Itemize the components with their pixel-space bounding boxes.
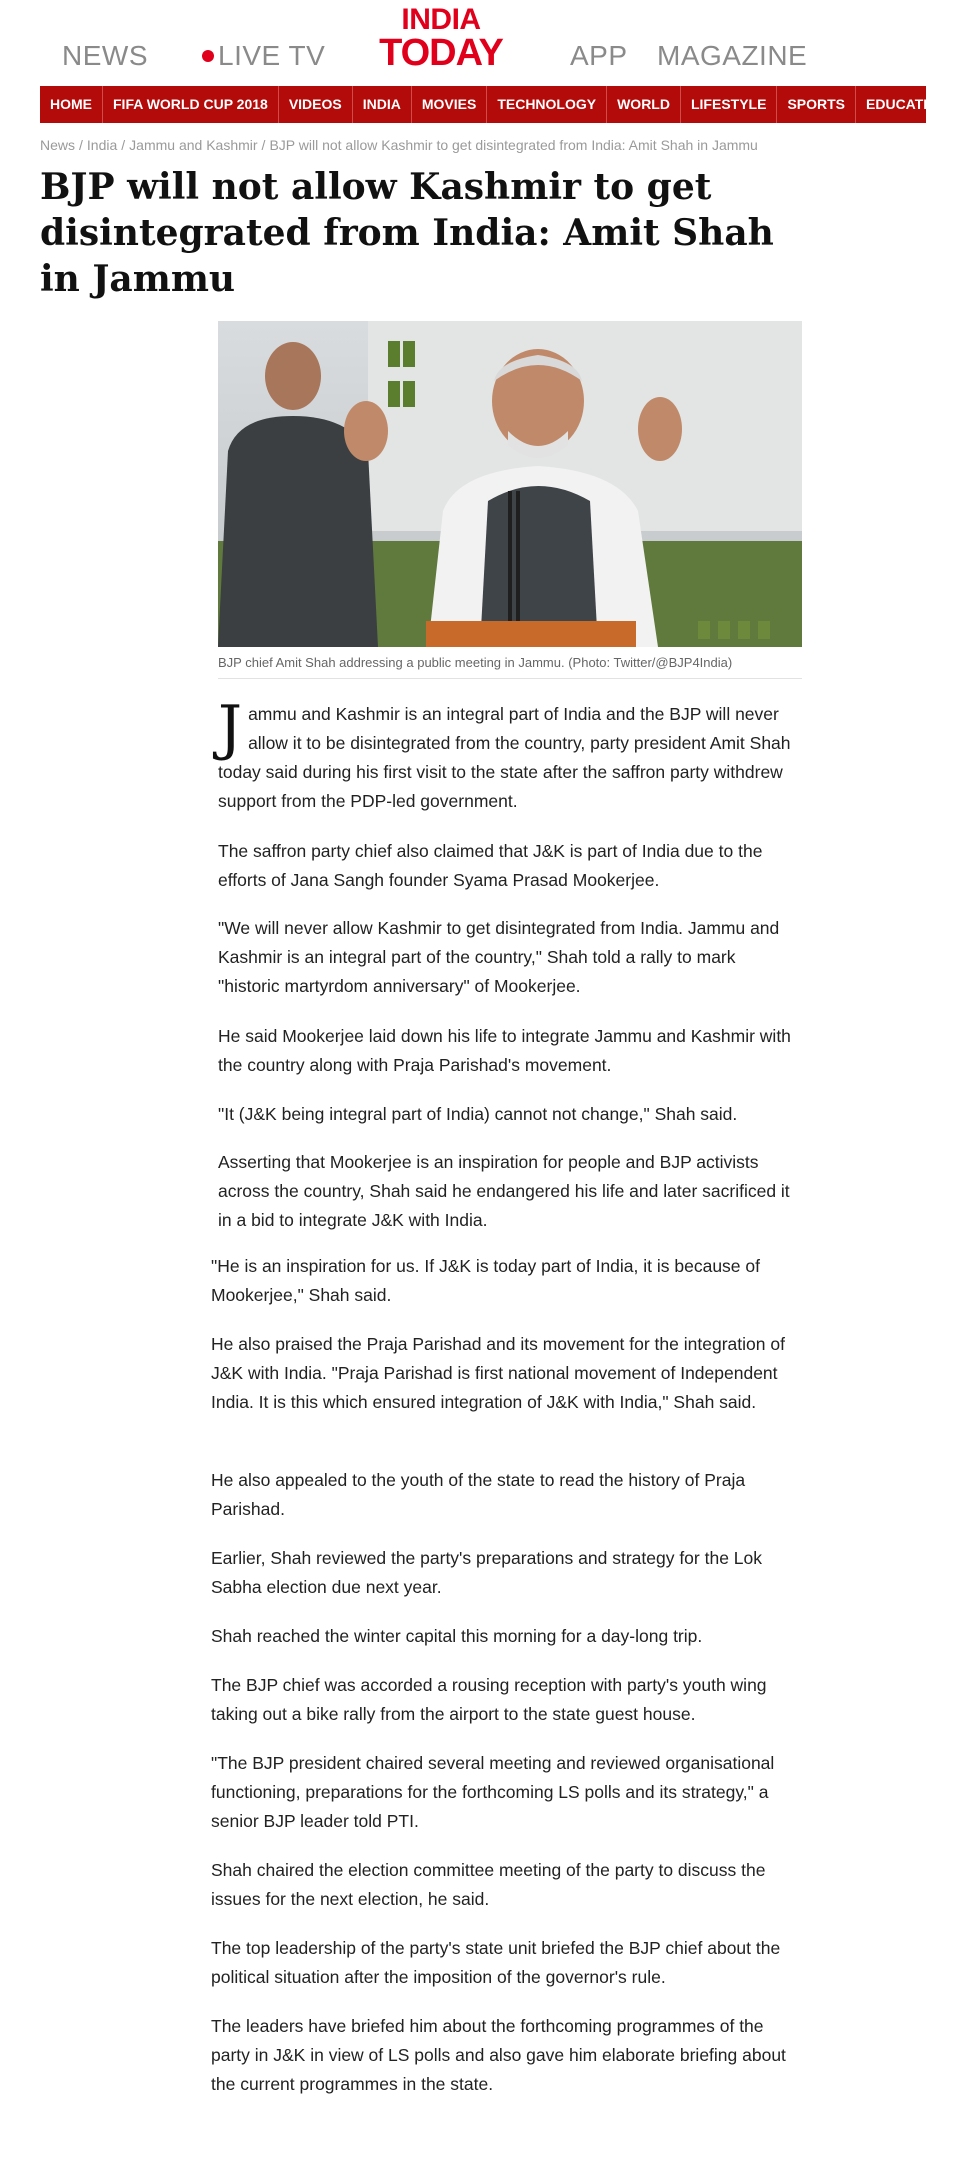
article-image (218, 321, 802, 647)
news-link[interactable]: NEWS (62, 40, 148, 71)
article-paragraph: He also praised the Praja Parishad and its movement for the integration of J&K with India. "Praja Parishad is first national movement of Independent India. It is this which ensured integration of J&K with India," Shah said. (211, 1334, 785, 1412)
breadcrumb-india[interactable]: India (86, 137, 118, 153)
logo-line-2: TODAY (379, 31, 503, 74)
nav-item-movies[interactable]: MOVIES (412, 86, 487, 123)
nav-item-lifestyle[interactable]: LIFESTYLE (681, 86, 777, 123)
article-paragraph: Asserting that Mookerjee is an inspiration for people and BJP activists across the country, Shah said he endangered his life and later sacrificed it in a bid to integrate J&K with India. (218, 1152, 790, 1230)
app-link[interactable]: APP (570, 40, 628, 71)
logo-line-1: INDIA (401, 3, 481, 36)
nav-item-videos[interactable]: VIDEOS (279, 86, 353, 123)
image-caption: BJP chief Amit Shah addressing a public meeting in Jammu. (Photo: Twitter/@BJP4India) (218, 655, 802, 679)
nav-item-india[interactable]: INDIA (353, 86, 412, 123)
speaker-photo (218, 321, 802, 647)
article-paragraph: "The BJP president chaired several meeting and reviewed organisational functioning, preparations for the forthcoming LS polls and its strategy," a senior BJP leader told PTI. (211, 1753, 775, 1831)
article-paragraph: The top leadership of the party's state unit briefed the BJP chief about the political situation after the imposition of the governor's rule. (211, 1938, 781, 1987)
nav-item-home[interactable]: HOME (40, 86, 103, 123)
breadcrumb-current: BJP will not allow Kashmir to get disintegrated from India: Amit Shah in Jammu (269, 137, 758, 153)
article-paragraph: "We will never allow Kashmir to get disintegrated from India. Jammu and Kashmir is an integral part of the country," Shah told a rally to mark "historic martyrdom anniversary" of Mookerjee. (218, 918, 780, 996)
live-dot-icon (202, 50, 214, 62)
first-paragraph-text: ammu and Kashmir is an integral part of India and the BJP will never allow it to be disintegrated from the country, party president Amit Shah today said during his first visit to the state after the saffron party withdrew support from the PDP-led government. (218, 704, 791, 811)
article-paragraph: He said Mookerjee laid down his life to integrate Jammu and Kashmir with the country along with Praja Parishad's movement. (218, 1026, 791, 1075)
site-header (0, 0, 952, 84)
live-tv-label: LIVE TV (218, 40, 326, 71)
breadcrumb-separator: / (261, 137, 266, 153)
nav-item-fifa-world-cup[interactable]: FIFA WORLD CUP 2018 (103, 86, 279, 123)
article-paragraph: The leaders have briefed him about the forthcoming programmes of the party in J&K in view of LS polls and also gave him elaborate briefing about the current programmes in the state. (211, 2016, 786, 2094)
magazine-link[interactable]: MAGAZINE (657, 40, 808, 71)
article-paragraph: "He is an inspiration for us. If J&K is today part of India, it is because of Mookerjee," Shah said. (211, 1256, 760, 1305)
article-title: BJP will not allow Kashmir to get disintegrated from India: Amit Shah in Jammu (40, 166, 774, 300)
drop-cap: J (218, 693, 243, 763)
nav-item-education[interactable]: EDUCATION (866, 96, 949, 112)
breadcrumb-separator: / (121, 137, 126, 153)
article-paragraph: "It (J&K being integral part of India) cannot not change," Shah said. (218, 1104, 738, 1124)
live-tv-link[interactable] (202, 40, 325, 72)
nav-item-technology[interactable]: TECHNOLOGY (487, 86, 607, 123)
main-nav (40, 86, 949, 123)
breadcrumb-news[interactable]: News (40, 137, 76, 153)
breadcrumb-separator: / (79, 137, 83, 153)
article-paragraph: The BJP chief was accorded a rousing reception with party's youth wing taking out a bike rally from the airport to the state guest house. (211, 1675, 767, 1724)
article-paragraph: He also appealed to the youth of the state to read the history of Praja Parishad. (211, 1470, 746, 1519)
article-paragraph: Shah chaired the election committee meeting of the party to discuss the issues for the next election, he said. (211, 1860, 766, 1909)
article-paragraph: Earlier, Shah reviewed the party's preparations and strategy for the Lok Sabha election due next year. (211, 1548, 763, 1597)
nav-item-sports[interactable]: SPORTS (777, 86, 856, 123)
breadcrumb-jammu-kashmir[interactable]: Jammu and Kashmir (129, 137, 258, 153)
article-paragraph: The saffron party chief also claimed that J&K is part of India due to the efforts of Jana Sangh founder Syama Prasad Mookerjee. (218, 841, 763, 890)
breadcrumb (40, 137, 758, 153)
nav-item-world[interactable]: WORLD (607, 86, 681, 123)
article-paragraph (218, 693, 798, 816)
india-today-logo[interactable] (366, 3, 516, 74)
article-paragraph: Shah reached the winter capital this morning for a day-long trip. (211, 1626, 703, 1646)
